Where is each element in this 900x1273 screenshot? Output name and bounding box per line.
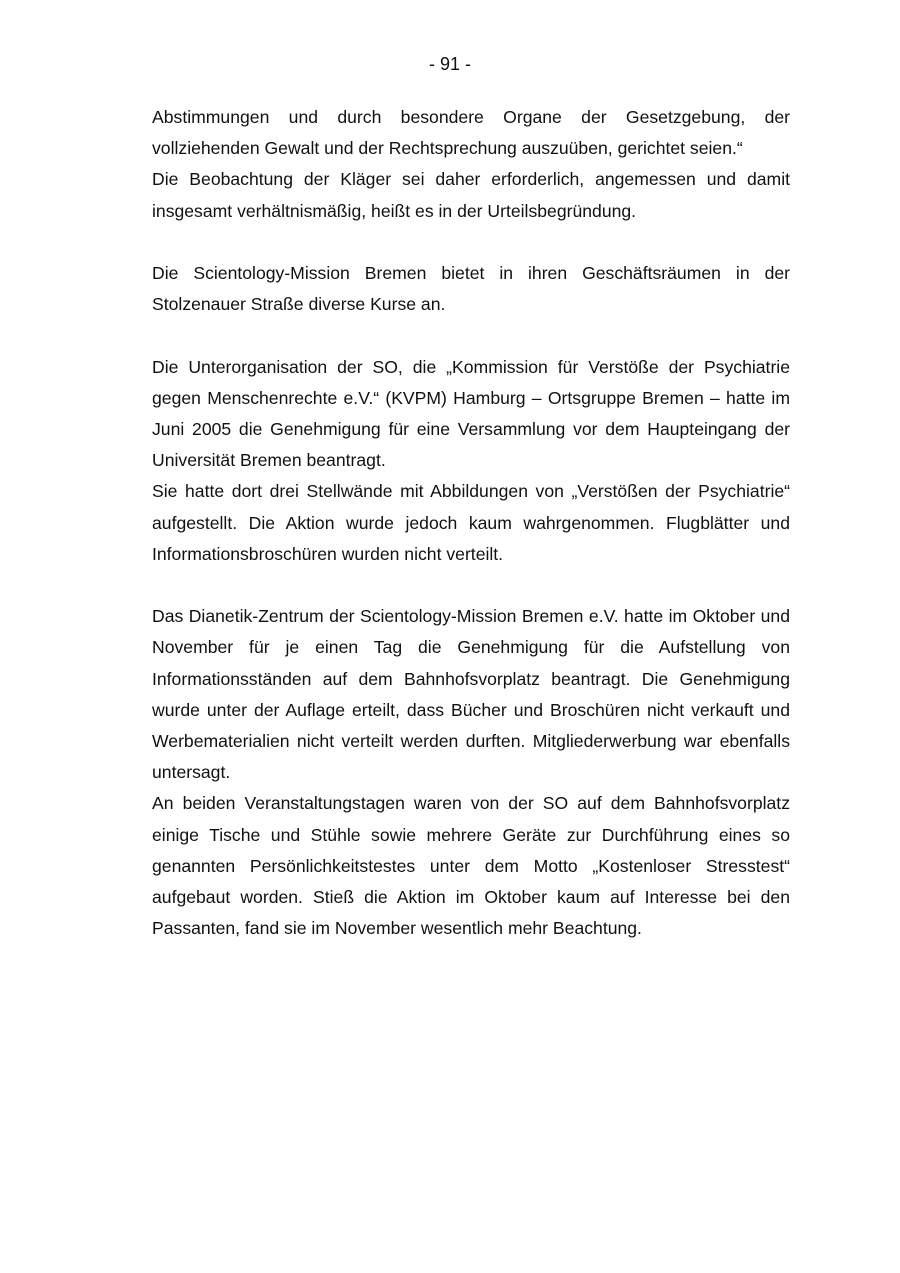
paragraph-7: An beiden Veranstaltungstagen waren von der SO auf dem Bahnhofsvorplatz einige Tische und Stühle sowie mehrere Geräte zur Durchführung eines so genannten Persönlichkeitstestes unter dem Motto „Kostenloser Stresstest“ aufgebaut worden. Stieß die Aktion im Oktober kaum auf Interesse bei den Passanten, fand sie im November wesentlich mehr Beachtung. xyxy=(152,793,790,939)
paragraph-spacer xyxy=(152,227,790,258)
paragraph-4: Die Unterorganisation der SO, die „Kommission für Verstöße der Psychiatrie gegen Menschenrechte e.V.“ (KVPM) Hamburg – Ortsgruppe Bremen – hatte im Juni 2005 die Genehmigung für eine Versammlung vor dem Haupteingang der Universität Bremen beantragt. xyxy=(152,356,790,471)
page-number: - 91 - xyxy=(428,54,471,74)
paragraph-1: Abstimmungen und durch besondere Organe der Gesetzgebung, der vollziehenden Gewalt und der Rechtsprechung auszuüben, gerichtet seien.“ xyxy=(152,107,790,159)
paragraph-spacer xyxy=(152,570,790,601)
paragraph-spacer xyxy=(152,320,790,351)
paragraph-6: Das Dianetik-Zentrum der Scientology-Mission Bremen e.V. hatte im Oktober und November für je einen Tag die Genehmigung für die Aufstellung von Informationsständen auf dem Bahnhofsvorplatz beantragt. Die Genehmigung wurde unter der Auflage erteilt, dass Bücher und Broschüren nicht verkauft und Werbematerialien nicht verteilt werden durften. Mitgliederwerbung war ebenfalls untersagt. xyxy=(152,606,790,783)
document-body xyxy=(152,102,790,944)
paragraph-5: Sie hatte dort drei Stellwände mit Abbildungen von „Verstößen der Psychiatrie“ aufgestellt. Die Aktion wurde jedoch kaum wahrgenommen. Flugblätter und Informationsbroschüren wurden nicht verteilt. xyxy=(152,481,790,564)
paragraph-3: Die Scientology-Mission Bremen bietet in ihren Geschäftsräumen in der Stolzenauer Straße diverse Kurse an. xyxy=(152,263,790,315)
paragraph-2: Die Beobachtung der Kläger sei daher erforderlich, angemessen und damit insgesamt verhältnismäßig, heißt es in der Urteilsbegründung. xyxy=(152,169,790,221)
